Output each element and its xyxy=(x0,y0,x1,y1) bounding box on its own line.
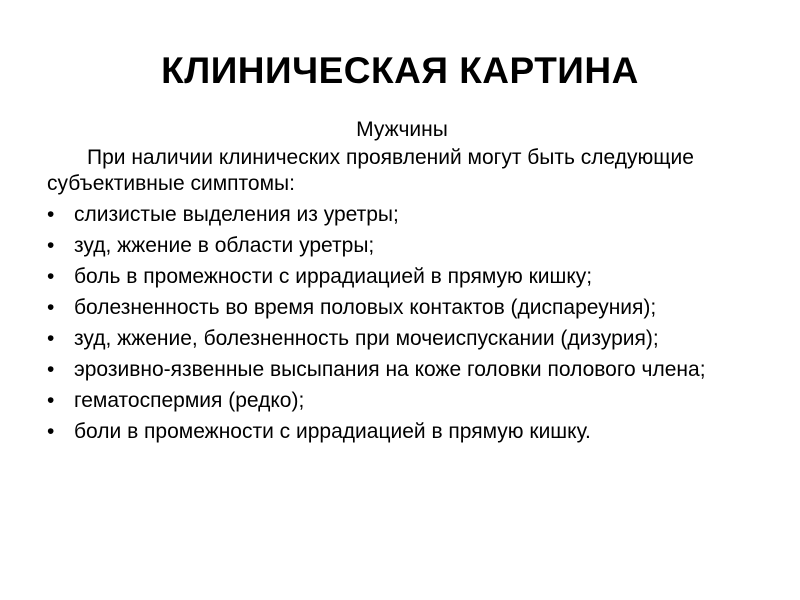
list-item xyxy=(47,233,757,259)
list-item-text: боль в промежности с иррадиацией в прямую кишку; xyxy=(74,265,593,288)
symptom-list xyxy=(47,202,757,445)
intro-paragraph: При наличии клинических проявлений могут быть следующие субъективные симптомы: xyxy=(47,146,694,195)
list-item xyxy=(47,326,757,352)
list-item xyxy=(47,357,757,383)
list-item xyxy=(47,295,757,321)
bullet-icon: • xyxy=(47,420,55,443)
bullet-icon: • xyxy=(47,296,55,319)
list-item-text: эрозивно-язвенные высыпания на коже головки полового члена; xyxy=(74,358,706,381)
bullet-icon: • xyxy=(47,265,55,288)
list-item-text: зуд, жжение, болезненность при мочеиспускании (дизурия); xyxy=(74,327,659,350)
bullet-icon: • xyxy=(47,358,55,381)
bullet-icon: • xyxy=(47,203,55,226)
list-item xyxy=(47,202,757,228)
list-item-text: болезненность во время половых контактов (диспареуния); xyxy=(74,296,657,319)
bullet-icon: • xyxy=(47,234,55,257)
list-item-text: зуд, жжение в области уретры; xyxy=(74,234,375,257)
list-item xyxy=(47,419,757,445)
list-item-text: боли в промежности с иррадиацией в прямую кишку. xyxy=(74,420,591,443)
slide-content xyxy=(47,117,757,450)
list-item xyxy=(47,264,757,290)
list-item-text: слизистые выделения из уретры; xyxy=(74,203,399,226)
list-item-text: гематоспермия (редко); xyxy=(74,389,305,412)
bullet-icon: • xyxy=(47,389,55,412)
slide-subtitle: Мужчины xyxy=(356,118,448,141)
list-item xyxy=(47,388,757,414)
bullet-icon: • xyxy=(47,327,55,350)
slide-title: КЛИНИЧЕСКАЯ КАРТИНА xyxy=(161,50,639,91)
